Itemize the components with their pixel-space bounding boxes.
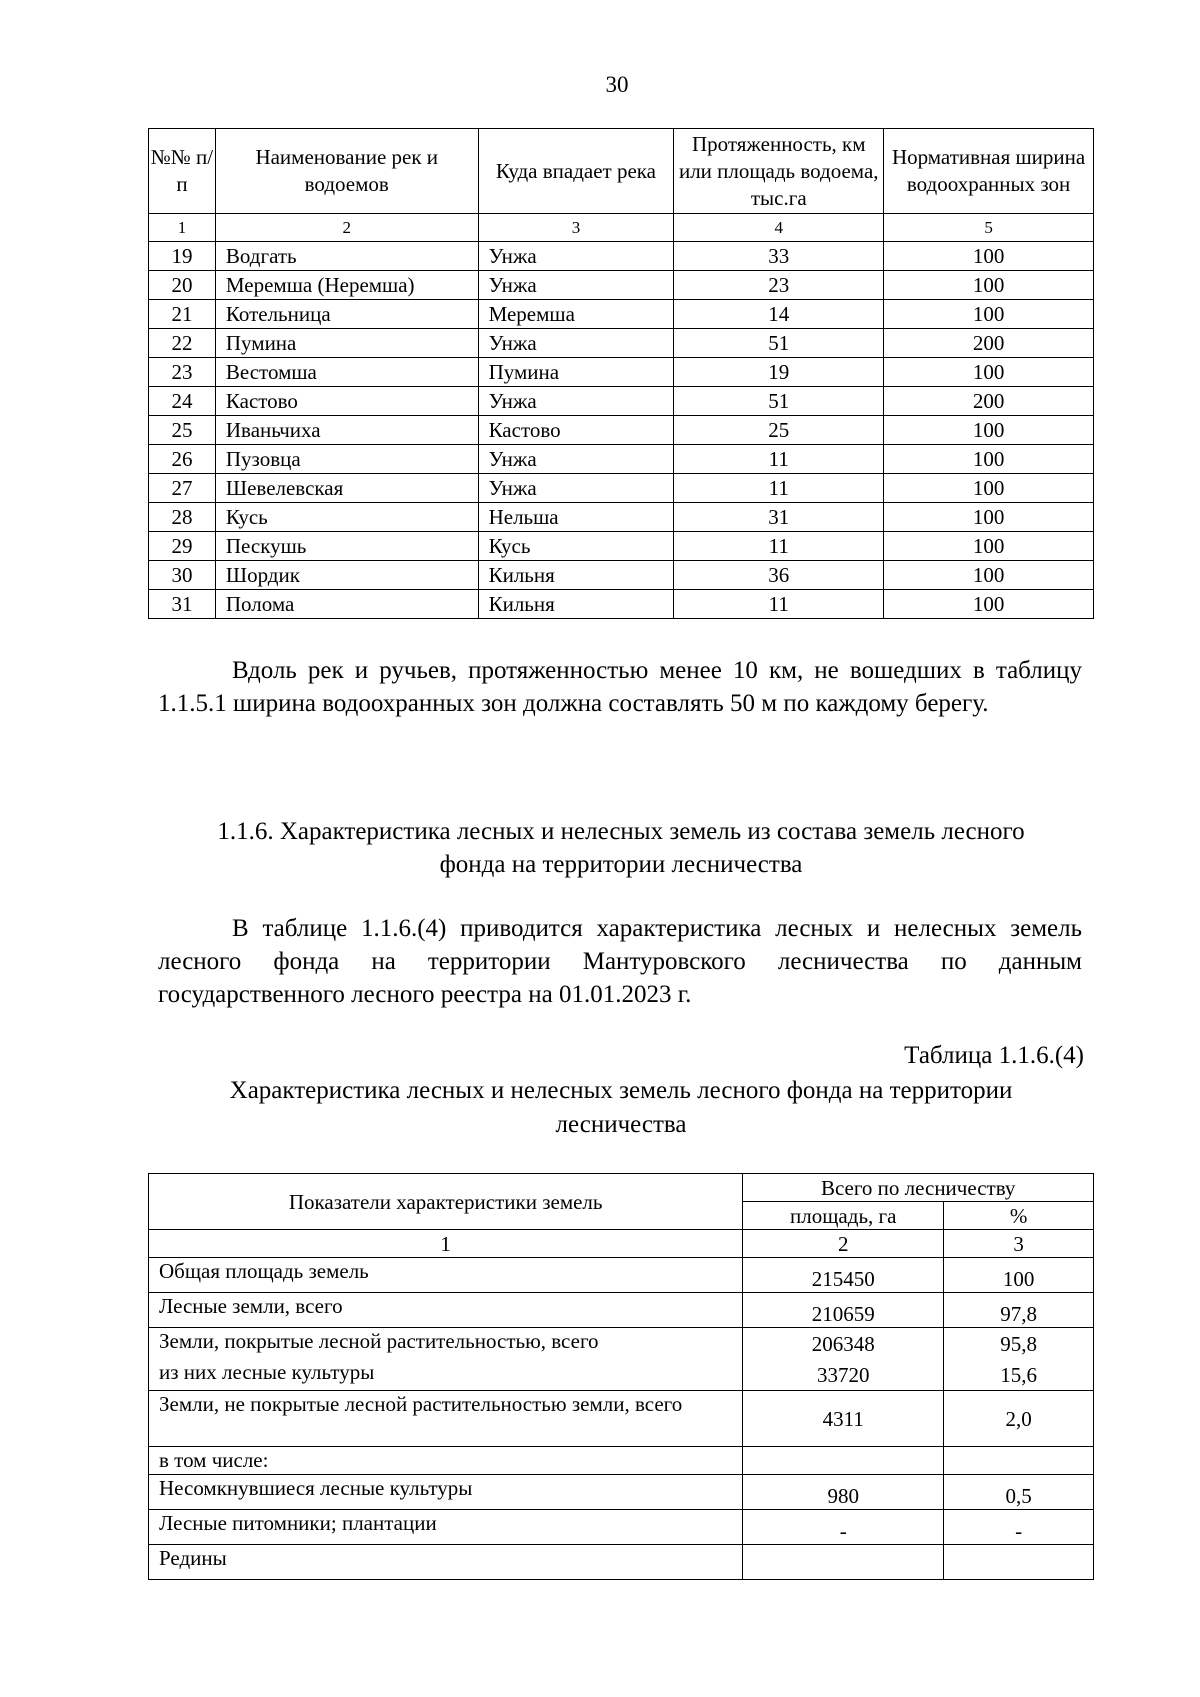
table-row: [149, 1258, 1094, 1293]
indicator-label: Лесные земли, всего: [149, 1293, 743, 1328]
table-row: [149, 503, 1094, 532]
row-number: 20: [149, 271, 216, 300]
row-number: 22: [149, 329, 216, 358]
column-number: 2: [743, 1230, 944, 1258]
indicator-line: из них лесные культуры: [159, 1360, 375, 1384]
table-row: [149, 532, 1094, 561]
table-row: [149, 1447, 1094, 1475]
column-number: 1: [149, 1230, 743, 1258]
table-row: [149, 242, 1094, 271]
column-header: Нормативная ширина водоохранных зон: [884, 129, 1094, 214]
river-mouth: Унжа: [478, 242, 674, 271]
row-number: 26: [149, 445, 216, 474]
river-name: Вестомша: [215, 358, 478, 387]
zone-width: 100: [884, 503, 1094, 532]
river-name: Котельница: [215, 300, 478, 329]
percent-line: 15,6: [1000, 1363, 1037, 1387]
river-length: 11: [674, 445, 884, 474]
river-mouth: Кастово: [478, 416, 674, 445]
indicator-line: Земли, покрытые лесной растительностью, всего: [159, 1329, 599, 1353]
percent-line: 95,8: [1000, 1332, 1037, 1356]
column-number: 4: [674, 214, 884, 242]
paragraph-water-zones: [158, 654, 1082, 720]
river-name: Шевелевская: [215, 474, 478, 503]
table-row: [149, 590, 1094, 619]
river-name: Пузовца: [215, 445, 478, 474]
area-line: 33720: [817, 1363, 870, 1387]
area-value: 210659: [743, 1293, 944, 1328]
rivers-table: [148, 128, 1094, 619]
indicator-label: Общая площадь земель: [149, 1258, 743, 1293]
area-value: -: [743, 1510, 944, 1545]
column-header: Куда впадает река: [478, 129, 674, 214]
column-number: 3: [944, 1230, 1094, 1258]
indicator-label: в том числе:: [149, 1447, 743, 1475]
lands-table: [148, 1173, 1094, 1580]
paragraph-text: Вдоль рек и ручьев, протяженностью менее 10 км, не вошедших в таблицу 1.1.5.1 ширина водоохранных зон должна составлять 50 м по каждому берегу.: [158, 657, 1082, 717]
table-title-line: лесничества: [555, 1111, 687, 1138]
indicator-label: Редины: [149, 1545, 743, 1580]
zone-width: 100: [884, 271, 1094, 300]
river-name: Полома: [215, 590, 478, 619]
indicator-label: Лесные питомники; плантации: [149, 1510, 743, 1545]
indicator-label: Несомкнувшиеся лесные культуры: [149, 1475, 743, 1510]
column-number: 3: [478, 214, 674, 242]
river-length: 11: [674, 532, 884, 561]
river-length: 14: [674, 300, 884, 329]
river-length: 25: [674, 416, 884, 445]
column-header: Наименование рек и водоемов: [215, 129, 478, 214]
section-heading-line: 1.1.6. Характеристика лесных и нелесных земель из состава земель лесного: [217, 818, 1025, 845]
river-name: Меремша (Неремша): [215, 271, 478, 300]
column-header: Всего по лесничеству: [743, 1174, 1094, 1202]
zone-width: 100: [884, 445, 1094, 474]
river-length: 33: [674, 242, 884, 271]
river-mouth: Унжа: [478, 329, 674, 358]
table-header-row: [149, 1174, 1094, 1202]
table-row: [149, 445, 1094, 474]
river-length: 19: [674, 358, 884, 387]
table-row: [149, 1293, 1094, 1328]
river-name: Иваньчиха: [215, 416, 478, 445]
page-number: 30: [605, 72, 629, 97]
section-heading: [148, 815, 1094, 881]
river-name: Водгать: [215, 242, 478, 271]
table-title-line: Характеристика лесных и нелесных земель лесного фонда на территории: [229, 1077, 1013, 1104]
river-length: 31: [674, 503, 884, 532]
paragraph-text: В таблице 1.1.6.(4) приводится характеристика лесных и нелесных земель лесного фонда на территории Мантуровского лесничества по данным государственного лесного реестра на 01.01.2023 г.: [158, 915, 1082, 1008]
table-row: [149, 387, 1094, 416]
zone-width: 100: [884, 590, 1094, 619]
river-length: 36: [674, 561, 884, 590]
table-row: [149, 1391, 1094, 1447]
table-row: [149, 416, 1094, 445]
zone-width: 100: [884, 561, 1094, 590]
river-mouth: Унжа: [478, 445, 674, 474]
table-row: [149, 474, 1094, 503]
table-row: [149, 1475, 1094, 1510]
zone-width: 100: [884, 532, 1094, 561]
table-row: [149, 1328, 1094, 1391]
area-value: 4311: [743, 1391, 944, 1447]
row-number: 27: [149, 474, 216, 503]
river-length: 23: [674, 271, 884, 300]
row-number: 28: [149, 503, 216, 532]
river-mouth: Унжа: [478, 271, 674, 300]
column-header: %: [944, 1202, 1094, 1230]
row-number: 30: [149, 561, 216, 590]
indicator-label: [149, 1328, 743, 1391]
zone-width: 100: [884, 358, 1094, 387]
indicator-label: Земли, не покрытые лесной растительностью земли, всего: [149, 1391, 743, 1447]
percent-value: -: [944, 1510, 1094, 1545]
column-number: 1: [149, 214, 216, 242]
area-value: 980: [743, 1475, 944, 1510]
river-mouth: Кусь: [478, 532, 674, 561]
table-row: [149, 271, 1094, 300]
table-row: [149, 358, 1094, 387]
percent-value: [944, 1328, 1094, 1391]
percent-value: 97,8: [944, 1293, 1094, 1328]
river-name: Кастово: [215, 387, 478, 416]
row-number: 23: [149, 358, 216, 387]
percent-value: 2,0: [944, 1391, 1094, 1447]
river-length: 51: [674, 329, 884, 358]
area-value: 215450: [743, 1258, 944, 1293]
table-header-row: [149, 129, 1094, 214]
column-number: 2: [215, 214, 478, 242]
table-row: [149, 1545, 1094, 1580]
zone-width: 100: [884, 300, 1094, 329]
row-number: 29: [149, 532, 216, 561]
column-number-row: [149, 214, 1094, 242]
river-name: Шордик: [215, 561, 478, 590]
river-mouth: Нельша: [478, 503, 674, 532]
column-header: Показатели характеристики земель: [149, 1174, 743, 1230]
row-number: 21: [149, 300, 216, 329]
river-mouth: Меремша: [478, 300, 674, 329]
column-number: 5: [884, 214, 1094, 242]
area-line: 206348: [811, 1332, 875, 1356]
percent-value: 100: [944, 1258, 1094, 1293]
table-label: Таблица 1.1.6.(4): [904, 1042, 1084, 1069]
river-name: Пумина: [215, 329, 478, 358]
river-length: 11: [674, 474, 884, 503]
table-row: [149, 300, 1094, 329]
river-length: 11: [674, 590, 884, 619]
zone-width: 200: [884, 387, 1094, 416]
table-row: [149, 1510, 1094, 1545]
zone-width: 100: [884, 416, 1094, 445]
area-value: [743, 1328, 944, 1391]
area-value: [743, 1545, 944, 1580]
paragraph-table-intro: [158, 912, 1082, 1011]
column-header: площадь, га: [743, 1202, 944, 1230]
column-header: Протяженность, км или площадь водоема, тыс.га: [674, 129, 884, 214]
row-number: 19: [149, 242, 216, 271]
river-mouth: Пумина: [478, 358, 674, 387]
table-title: [148, 1074, 1094, 1142]
percent-value: [944, 1447, 1094, 1475]
row-number: 25: [149, 416, 216, 445]
zone-width: 100: [884, 474, 1094, 503]
section-heading-line: фонда на территории лесничества: [439, 851, 803, 878]
zone-width: 100: [884, 242, 1094, 271]
area-value: [743, 1447, 944, 1475]
river-name: Кусь: [215, 503, 478, 532]
percent-value: 0,5: [944, 1475, 1094, 1510]
column-header: №№ п/п: [149, 129, 216, 214]
river-length: 51: [674, 387, 884, 416]
table-row: [149, 561, 1094, 590]
column-number-row: [149, 1230, 1094, 1258]
river-name: Пескушь: [215, 532, 478, 561]
table-row: [149, 329, 1094, 358]
river-mouth: Унжа: [478, 474, 674, 503]
zone-width: 200: [884, 329, 1094, 358]
percent-value: [944, 1545, 1094, 1580]
row-number: 31: [149, 590, 216, 619]
river-mouth: Кильня: [478, 590, 674, 619]
river-mouth: Кильня: [478, 561, 674, 590]
row-number: 24: [149, 387, 216, 416]
river-mouth: Унжа: [478, 387, 674, 416]
